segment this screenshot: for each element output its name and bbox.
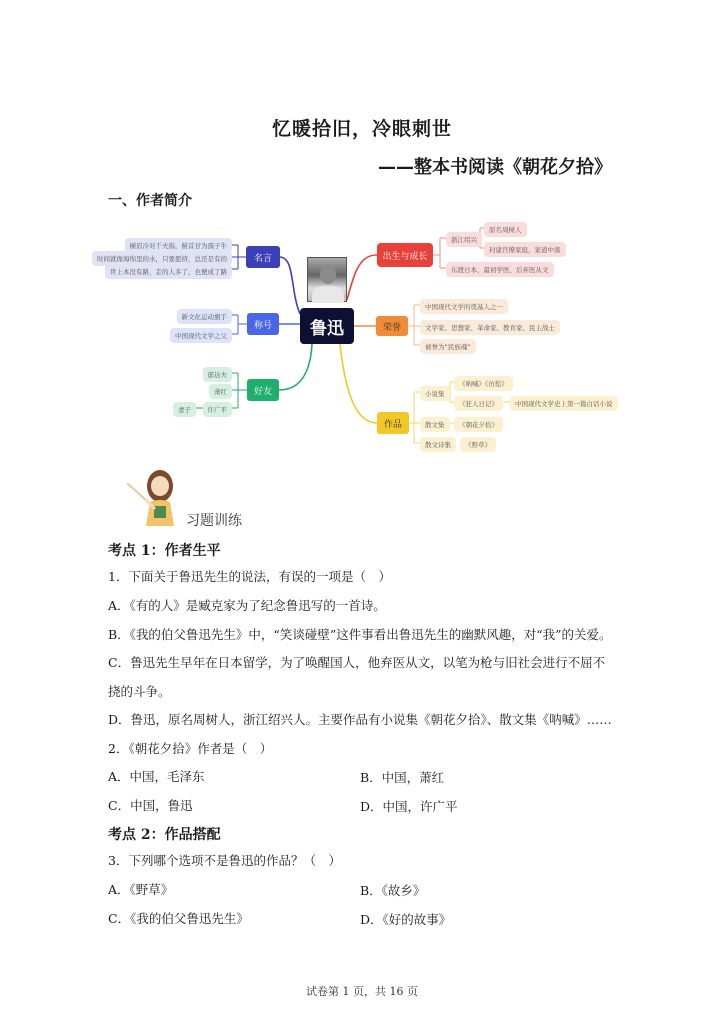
leaf-yecao: 《野草》 [460,437,496,452]
leaf-honor-2: 文学家、思想家、革命家、教育家、民主战士 [420,320,560,335]
branch-quotes: 名言 [246,246,280,268]
mind-map [0,0,724,460]
q1-option-c-line2: 挠的斗争。 [108,684,171,699]
q1-option-d: D．鲁迅，原名周树人，浙江绍兴人。主要作品有小说集《朝花夕拾》、散文集《呐喊》…… [108,712,612,727]
leaf-quote-1: 横眉冷对千夫指，俯首甘为孺子牛 [125,238,233,253]
kaodian-2-heading: 考点 2：作品搭配 [108,827,221,843]
mind-map-connectors [0,0,724,460]
leaf-wife: 妻子 [173,402,196,417]
leaf-quote-3: 世上本没有路，走的人多了，也便成了路 [105,264,232,279]
leaf-novels: 小说集 [420,386,450,401]
leaf-title-1: 新文化运动旗手 [177,309,233,324]
leaf-zhaohua: 《朝花夕拾》 [454,417,503,432]
author-portrait [307,257,347,302]
leaf-honor-3: 被誉为“民族魂” [420,339,476,354]
leaf-japan: 东渡日本，最初学医，后弃医从文 [446,262,554,277]
kaodian-1-heading: 考点 1：作者生平 [108,543,221,559]
leaf-essays: 散文集 [420,417,450,432]
branch-friends: 好友 [247,379,279,401]
leaf-family: 封建官僚家庭，家道中落 [484,242,566,257]
leaf-original-name: 原名周树人 [484,222,527,237]
teacher-illustration [126,464,186,528]
leaf-zhejiang: 浙江绍兴 [446,232,482,247]
leaf-prose-poems: 散文诗集 [420,437,456,452]
practice-label: 习题训练 [186,513,242,529]
q3-option-c: C．《我的伯父鲁迅先生》 [108,911,249,926]
leaf-title-2: 中国现代文学之父 [170,328,232,343]
q1-option-a: A．《有的人》是臧克家为了纪念鲁迅写的一首诗。 [108,598,386,613]
q1-stem: 1．下面关于鲁迅先生的说法，有误的一项是（ ） [108,569,391,584]
mind-map-center: 鲁迅 [300,308,354,344]
leaf-friend-1: 郁达夫 [203,367,233,382]
leaf-first-vernacular: 中国现代文学史上第一篇白话小说 [510,396,618,411]
q3-option-b: B．《故乡》 [360,883,426,898]
branch-honors: 荣誉 [376,316,408,336]
q3-option-d: D．《好的故事》 [360,912,452,927]
leaf-honor-1: 中国现代文学的奠基人之一 [420,299,508,314]
q1-option-b: B．《我的伯父鲁迅先生》中，“笑谈碰壁”这件事看出鲁迅先生的幽默风趣，对“我”的关爱。 [108,627,612,642]
q2-option-c: C．中国，鲁迅 [108,798,193,813]
leaf-quote-2: 时间就像海绵里的水，只要愿挤，总还是有的 [92,251,232,266]
q2-option-a: A．中国，毛泽东 [108,769,205,784]
branch-works: 作品 [377,412,409,434]
q3-option-a: A．《野草》 [108,882,174,897]
q2-option-d: D．中国，许广平 [360,799,458,814]
leaf-kuangren-riji: 《狂人日记》 [454,396,503,411]
branch-titles: 称号 [247,313,279,335]
branch-birth-growth: 出生与成长 [377,243,433,267]
q2-stem: 2．《朝花夕拾》作者是（ ） [108,741,273,756]
section-heading-author: 一、作者简介 [108,193,192,209]
leaf-nahan-panghuang: 《呐喊》《彷徨》 [454,376,513,391]
page-footer: 试卷第 1 页，共 16 页 [306,985,418,998]
leaf-friend-3: 许广平 [203,402,233,417]
document-title: 忆暖拾旧，冷眼刺世 [271,118,452,140]
q2-option-b: B．中国，萧红 [360,770,445,785]
q1-option-c-line1: C．鲁迅先生早年在日本留学，为了唤醒国人，他弃医从文，以笔为枪与旧社会进行不屈不 [108,655,606,670]
document-subtitle: ——整本书阅读《朝花夕拾》 [378,157,612,178]
q3-stem: 3．下列哪个选项不是鲁迅的作品？（ ） [108,853,341,868]
leaf-friend-2: 萧红 [209,384,232,399]
